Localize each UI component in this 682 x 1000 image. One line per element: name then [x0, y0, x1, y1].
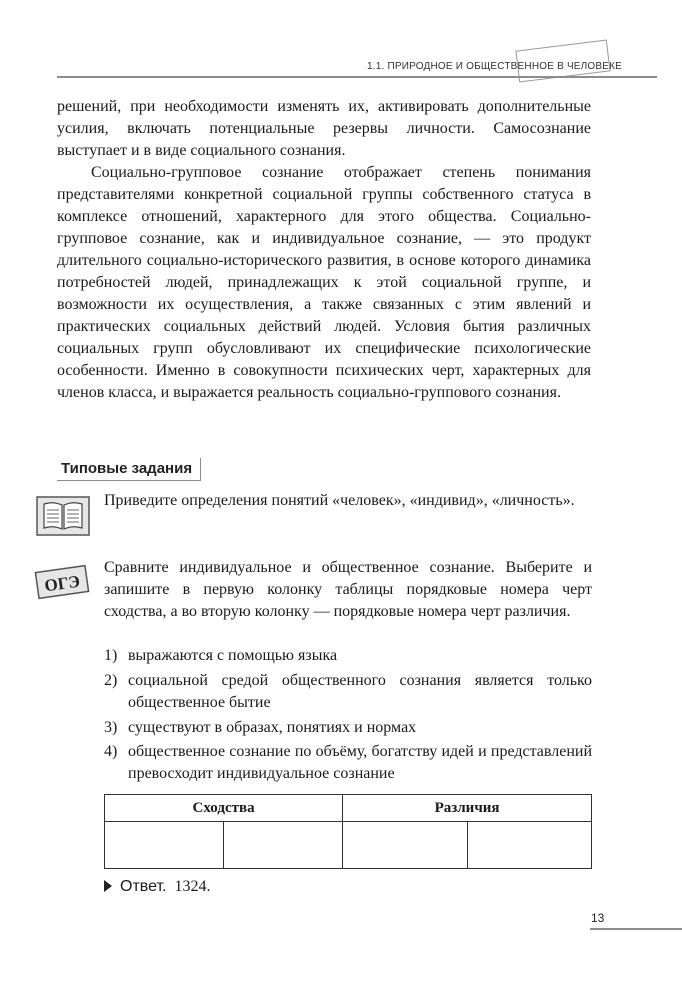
answer-cell[interactable]: [467, 822, 591, 869]
table-row: [105, 822, 592, 869]
running-title: 1.1. ПРИРОДНОЕ И ОБЩЕСТВЕННОЕ В ЧЕЛОВЕКЕ: [367, 61, 623, 72]
task-1-prompt: Приведите определения понятий «человек», «индивид», «личность».: [104, 492, 575, 509]
header-rule: [57, 76, 657, 78]
header-differences: Различия: [343, 795, 592, 822]
header-similarities: Сходства: [105, 795, 343, 822]
item-text: выражаются с помощью языка: [128, 647, 338, 664]
book-icon: [36, 496, 90, 536]
item-number: 1): [104, 647, 118, 664]
list-item: [104, 645, 592, 667]
list-item: [104, 670, 592, 714]
answer-line: [104, 878, 210, 896]
answer-cell[interactable]: [105, 822, 224, 869]
table-header-row: [105, 795, 592, 822]
section-title: Типовые задания: [57, 458, 201, 481]
triangle-marker-icon: [104, 880, 112, 892]
body-text: [57, 96, 591, 404]
comparison-table: [104, 794, 592, 869]
page-number: 13: [591, 911, 605, 925]
oge-badge-text: ОГЭ: [43, 571, 82, 596]
item-number: 2): [104, 672, 118, 689]
item-text: общественное сознание по объёму, богатству идей и представлений превосходит индивидуальное сознание: [128, 743, 592, 782]
task-2-text: [104, 557, 592, 623]
item-text: социальной средой общественного сознания является только общественное бытие: [128, 672, 592, 711]
answer-value: 1324.: [174, 878, 211, 895]
oge-badge-icon: [33, 564, 91, 600]
task-1-text: [104, 490, 592, 512]
paragraph-1: решений, при необходимости изменять их, активировать дополнительные усилия, включать потенциальные резервы личности. Самосознание выступает и в виде социального сознания.: [57, 98, 591, 159]
answer-cell[interactable]: [343, 822, 467, 869]
item-number: 4): [104, 743, 118, 760]
list-item: [104, 717, 592, 739]
list-item: [104, 741, 592, 785]
item-text: существуют в образах, понятиях и нормах: [128, 719, 417, 736]
task-2-prompt: Сравните индивидуальное и общественное сознание. Выберите и запишите в первую колонку таблицы порядковые номера черт сходства, а во вторую колонку — порядковые номера черт различия.: [104, 559, 592, 620]
item-number: 3): [104, 719, 118, 736]
paragraph-2: Социально-групповое сознание отображает степень понимания представителями конкретной социальной группы собственного статуса в комплексе отношений, характерного для этого общества. Социально-групповое сознание, как и индивидуальное сознание, — это продукт длительного социально-исторического развития, в основе которого динамика потребностей людей, принадлежащих к этой социальной группе, и возможности их осуществления, а также связанных с этим явлений и практических социальных действий людей. Условия бытия различных социальных групп обусловливают их специфические психологические особенности. Именно в совокупности психических черт, характерных для членов класса, и выражается реальность социально-группового сознания.: [57, 164, 591, 401]
answer-cell[interactable]: [224, 822, 343, 869]
answer-label: Ответ.: [120, 878, 167, 895]
footer-rule: [590, 928, 682, 930]
